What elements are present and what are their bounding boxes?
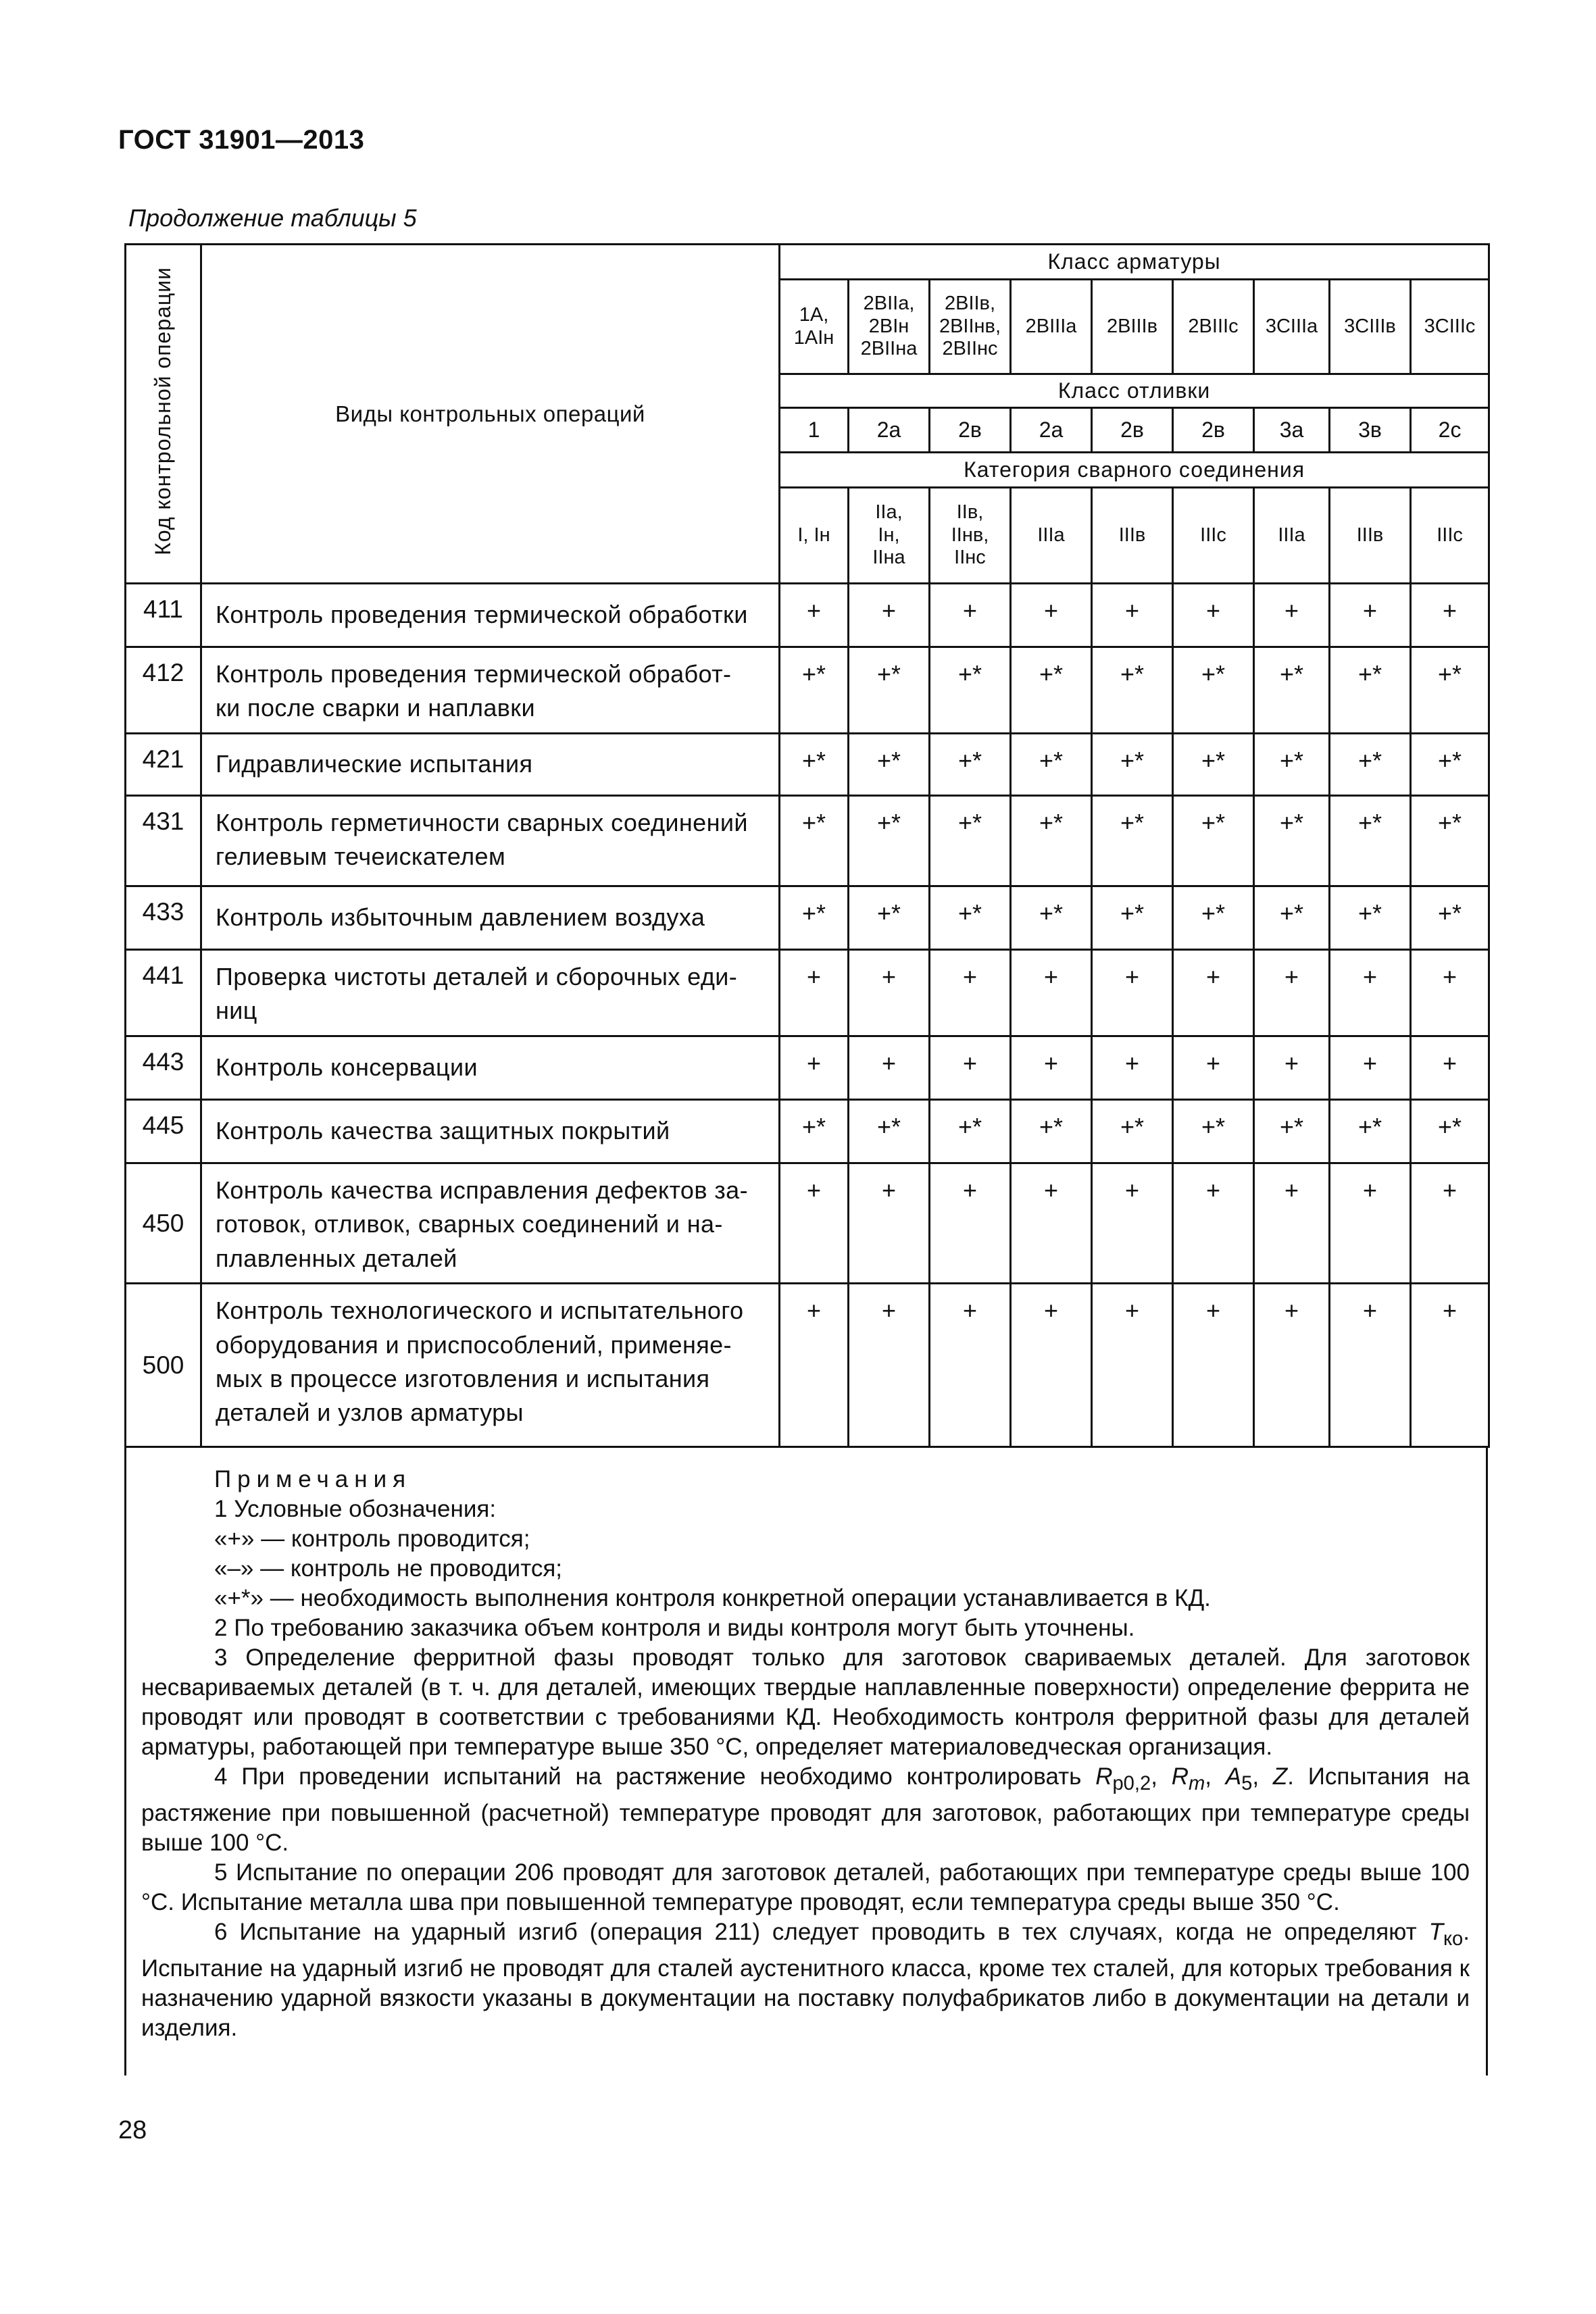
control-mark: + [780, 1284, 849, 1447]
control-mark: +* [849, 1100, 930, 1163]
weld-category-cell [780, 488, 849, 584]
control-mark: +* [780, 886, 849, 950]
control-mark: + [780, 584, 849, 647]
class-armatura-line: 2ВIIа, [863, 293, 915, 315]
table-row [126, 1100, 1489, 1163]
control-mark: + [930, 1036, 1011, 1100]
control-mark: +* [1011, 1100, 1092, 1163]
weld-category-cell [1011, 488, 1092, 584]
class-armatura-cell [1411, 280, 1489, 374]
weld-category-label: Категория сварного соединения [780, 453, 1489, 488]
control-mark: + [930, 950, 1011, 1036]
control-mark: + [1173, 1163, 1254, 1284]
note-4-rp: R [1095, 1763, 1113, 1790]
operation-name-line: Контроль качества исправления дефектов за- [216, 1176, 748, 1204]
operation-name-line: Контроль проведения термической обработ- [216, 660, 732, 688]
control-mark: + [1254, 1036, 1330, 1100]
control-mark: + [1330, 584, 1411, 647]
class-casting-cell: 2с [1411, 408, 1489, 453]
note-3: 3 Определение ферритной фазы проводят только для заготовок свариваемых деталей. Для заготовок несвариваемых деталей (в т. ч. для деталей, имеющих твердые наплавленные поверхности) определение феррита не проводят или проводят в соответствии с требованиями КД. Необходимость контроля ферритной фазы для деталей арматуры, работающей при температуре выше 350 °С, определяет материаловедческая организация. [141, 1644, 1470, 1760]
operation-name-line: деталей и узлов арматуры [216, 1399, 524, 1427]
class-armatura-line: 2ВIIнс [942, 338, 998, 360]
control-mark: + [780, 1036, 849, 1100]
control-operations-table [124, 243, 1490, 1448]
weld-category-line: IIIв [1356, 524, 1384, 546]
note-4: 4 При проведении испытаний на растяжение необходимо контролировать $R_{p0,2}$, $R_m$, $A_5$, Z. Испытания на растяжение при повышенной (расчетной) температуре проводят для заготовок, работающих при температуре среды выше 100 °С. [141, 1763, 1470, 1856]
weld-category-line: IIв, [956, 501, 984, 524]
table-row [126, 647, 1489, 734]
control-mark: +* [780, 734, 849, 796]
control-mark: +* [1411, 886, 1489, 950]
weld-category-line: IIIс [1200, 524, 1226, 546]
note-4-text-a: 4 При проведении испытаний на растяжение необходимо контролировать [214, 1763, 1096, 1790]
code-column-header [126, 245, 201, 584]
class-armatura-cell [1173, 280, 1254, 374]
table-header [126, 245, 1489, 584]
control-mark: + [1254, 584, 1330, 647]
table-row [126, 796, 1489, 886]
control-mark: +* [930, 886, 1011, 950]
control-mark: + [849, 1163, 930, 1284]
control-mark: +* [849, 886, 930, 950]
class-armatura-line: 3СIIIа [1265, 315, 1318, 337]
note-4-rm: $R_m$ [1171, 1763, 1205, 1794]
table-row [126, 1036, 1489, 1100]
table-body [126, 584, 1489, 1447]
note-1-title: 1 Условные обозначения: [214, 1496, 497, 1522]
class-casting-cell: 2в [1173, 408, 1254, 453]
table-row [126, 1284, 1489, 1447]
operation-name [201, 1284, 780, 1447]
control-mark: + [1330, 1163, 1411, 1284]
operation-name-line: плавленных деталей [216, 1244, 457, 1272]
control-mark: +* [1173, 886, 1254, 950]
operation-code: 433 [126, 886, 201, 950]
control-mark: +* [1254, 886, 1330, 950]
control-mark: +* [1011, 886, 1092, 950]
control-mark: +* [780, 796, 849, 886]
control-mark: +* [1092, 886, 1173, 950]
control-mark: + [1092, 1163, 1173, 1284]
control-mark: +* [1011, 647, 1092, 734]
operation-name-line: Контроль качества защитных покрытий [216, 1117, 670, 1145]
class-casting-cell: 2в [930, 408, 1011, 453]
class-casting-cell: 3а [1254, 408, 1330, 453]
control-mark: +* [1330, 1100, 1411, 1163]
weld-category-line: IIнс [954, 547, 986, 569]
control-mark: +* [849, 796, 930, 886]
operation-code: 431 [126, 796, 201, 886]
note-4-rp-sub: p0,2 [1112, 1773, 1151, 1794]
control-mark: +* [1173, 796, 1254, 886]
weld-category-cell [1254, 488, 1330, 584]
control-mark: +* [1254, 796, 1330, 886]
control-mark: + [1330, 1284, 1411, 1447]
operation-code: 411 [126, 584, 201, 647]
notes-heading: Примечания [214, 1466, 412, 1492]
weld-category-cell [1330, 488, 1411, 584]
class-casting-cell: 2а [849, 408, 930, 453]
control-mark: +* [1330, 886, 1411, 950]
class-armatura-line: 1АIн [793, 326, 834, 349]
control-mark: +* [930, 796, 1011, 886]
control-mark: + [1330, 1036, 1411, 1100]
class-armatura-line: 2ВIIIа [1025, 315, 1077, 337]
control-mark: + [1254, 1284, 1330, 1447]
control-mark: + [849, 584, 930, 647]
code-column-label: Код контрольной операции [151, 266, 175, 555]
control-mark: + [1411, 1284, 1489, 1447]
class-armatura-label: Класс арматуры [780, 245, 1489, 280]
operation-name-line: Гидравлические испытания [216, 750, 533, 778]
class-armatura-line: 2ВIIIв [1106, 315, 1158, 337]
control-mark: + [1092, 1284, 1173, 1447]
note-6-text-a: 6 Испытание на ударный изгиб (операция 211) следует проводить в тех случаях, когда не определяют [214, 1919, 1429, 1945]
operation-code: 421 [126, 734, 201, 796]
operation-name-line: гелиевым течеискателем [216, 842, 506, 871]
weld-category-cell [849, 488, 930, 584]
operation-name-line: готовок, отливок, сварных соединений и на- [216, 1210, 723, 1238]
control-mark: +* [1330, 734, 1411, 796]
note-6-text-b: . Испытание на ударный изгиб не проводят для сталей аустенитного класса, кроме тех сталей, для которых требования к назначению ударной вязкости указаны в документации на поставку полуфабрикатов либо в документации на детали и изделия. [141, 1919, 1470, 2041]
control-mark: + [1411, 1163, 1489, 1284]
control-mark: + [930, 1163, 1011, 1284]
operation-name-line: Контроль технологического и испытательного [216, 1297, 744, 1325]
note-1-symbol-plus: «+» — контроль проводится; [214, 1526, 530, 1552]
control-mark: + [1254, 1163, 1330, 1284]
class-casting-label: Класс отливки [780, 374, 1489, 408]
control-mark: + [1173, 584, 1254, 647]
weld-category-line: IIна [872, 547, 905, 569]
control-mark: +* [849, 647, 930, 734]
table-row [126, 1163, 1489, 1284]
weld-category-line: IIIа [1037, 524, 1065, 546]
note-6-t-sub: ко [1443, 1928, 1464, 1950]
control-mark: +* [930, 734, 1011, 796]
class-armatura-cell [1092, 280, 1173, 374]
operation-name [201, 1163, 780, 1284]
weld-category-cell [1092, 488, 1173, 584]
class-armatura-line: 1А, [799, 304, 829, 326]
table-caption: Продолжение таблицы 5 [128, 204, 417, 232]
class-casting-cell: 1 [780, 408, 849, 453]
operation-code: 412 [126, 647, 201, 734]
class-armatura-cell [930, 280, 1011, 374]
control-mark: + [849, 950, 930, 1036]
operation-code: 441 [126, 950, 201, 1036]
note-5: 5 Испытание по операции 206 проводят для заготовок деталей, работающих при температуре среды выше 100 °С. Испытание металла шва при повышенной температуре проводят, если температура среды выше 350 °С. [141, 1859, 1470, 1915]
class-armatura-line: 2ВIн [868, 315, 909, 337]
operation-name-line: мых в процессе изготовления и испытания [216, 1364, 710, 1392]
notes-block [141, 1465, 1470, 2043]
control-mark: +* [1411, 1100, 1489, 1163]
control-mark: +* [1011, 734, 1092, 796]
operation-name-line: Проверка чистоты деталей и сборочных еди- [216, 963, 738, 990]
weld-category-line: I, Iн [797, 524, 830, 546]
operation-name-line: Контроль проведения термической обработки [216, 601, 748, 629]
control-mark: +* [1411, 796, 1489, 886]
class-armatura-cell [1254, 280, 1330, 374]
weld-category-line: IIIв [1118, 524, 1146, 546]
note-4-text-b: . Испытания на растяжение при повышенной (расчетной) температуре проводят для заготовок, работающих при температуре среды выше 100 °С. [141, 1763, 1470, 1856]
note-4-z: Z [1272, 1763, 1288, 1790]
control-mark: +* [849, 734, 930, 796]
control-mark: +* [1092, 734, 1173, 796]
weld-category-line: IIIа [1278, 524, 1305, 546]
control-mark: +* [1092, 1100, 1173, 1163]
control-mark: + [1411, 584, 1489, 647]
operation-name [201, 734, 780, 796]
operation-name-line: Контроль избыточным давлением воздуха [216, 903, 705, 932]
class-armatura-line: 2ВIIна [860, 338, 918, 360]
note-6 [141, 1917, 1470, 2043]
operation-code: 500 [126, 1284, 201, 1447]
weld-category-cell [930, 488, 1011, 584]
note-2: 2 По требованию заказчика объем контроля и виды контроля могут быть уточнены. [214, 1615, 1135, 1641]
operation-code: 445 [126, 1100, 201, 1163]
control-mark: + [1011, 1036, 1092, 1100]
control-mark: + [1411, 1036, 1489, 1100]
operation-name [201, 647, 780, 734]
control-mark: +* [1254, 734, 1330, 796]
control-mark: + [1173, 950, 1254, 1036]
control-mark: +* [1411, 647, 1489, 734]
table-row [126, 950, 1489, 1036]
control-mark: + [930, 1284, 1011, 1447]
class-casting-cell: 3в [1330, 408, 1411, 453]
table-row [126, 584, 1489, 647]
class-armatura-cell [1011, 280, 1092, 374]
control-mark: + [930, 584, 1011, 647]
control-mark: +* [1411, 734, 1489, 796]
control-mark: +* [1330, 647, 1411, 734]
note-4-a5-sub: 5 [1241, 1773, 1253, 1794]
operation-name [201, 950, 780, 1036]
control-mark: + [780, 1163, 849, 1284]
note-4-a5: A [1225, 1763, 1242, 1790]
class-armatura-cell [1330, 280, 1411, 374]
operation-name-line: оборудования и приспособлений, применяе- [216, 1330, 732, 1359]
control-mark: + [1173, 1284, 1254, 1447]
class-armatura-line: 2ВIIв, [944, 293, 996, 315]
control-mark: + [1011, 1163, 1092, 1284]
control-mark: + [849, 1036, 930, 1100]
operation-name-line: ниц [216, 997, 257, 1025]
class-casting-cell: 2в [1092, 408, 1173, 453]
operation-code: 450 [126, 1163, 201, 1284]
control-mark: + [1173, 1036, 1254, 1100]
operation-name [201, 796, 780, 886]
control-mark: + [849, 1284, 930, 1447]
weld-category-cell [1411, 488, 1489, 584]
control-mark: + [1254, 950, 1330, 1036]
note-1-symbol-minus: «–» — контроль не проводится; [214, 1555, 563, 1582]
control-mark: + [1011, 1284, 1092, 1447]
operation-name-line: Контроль консервации [216, 1053, 478, 1082]
control-mark: +* [1092, 647, 1173, 734]
weld-category-line: Iн, [878, 524, 900, 546]
document-header: ГОСТ 31901—2013 [118, 125, 365, 155]
control-mark: + [1330, 950, 1411, 1036]
note-6-t: T [1428, 1919, 1443, 1945]
control-mark: +* [1173, 1100, 1254, 1163]
class-casting-cell: 2а [1011, 408, 1092, 453]
control-mark: + [1011, 584, 1092, 647]
weld-category-cell [1173, 488, 1254, 584]
weld-category-line: IIIс [1437, 524, 1463, 546]
control-mark: +* [1092, 796, 1173, 886]
control-mark: +* [780, 647, 849, 734]
weld-category-line: IIа, [875, 501, 903, 524]
control-mark: +* [780, 1100, 849, 1163]
operation-name [201, 1036, 780, 1100]
control-mark: + [1092, 584, 1173, 647]
types-column-header: Виды контрольных операций [201, 245, 780, 584]
class-armatura-line: 3СIIIв [1344, 315, 1396, 337]
operation-name-line: ки после сварки и наплавки [216, 694, 535, 722]
weld-category-line: IIнв, [951, 524, 989, 546]
control-mark: + [1092, 950, 1173, 1036]
class-armatura-line: 2ВIIнв, [939, 315, 1001, 337]
operation-name-line: Контроль герметичности сварных соединений [216, 809, 748, 836]
operation-name [201, 584, 780, 647]
control-mark: + [1411, 950, 1489, 1036]
class-armatura-cell [849, 280, 930, 374]
operation-name [201, 1100, 780, 1163]
control-mark: +* [1011, 796, 1092, 886]
operation-name [201, 886, 780, 950]
page-number: 28 [118, 2116, 147, 2144]
control-mark: +* [1254, 1100, 1330, 1163]
control-mark: + [1092, 1036, 1173, 1100]
control-mark: + [780, 950, 849, 1036]
class-armatura-line: 2ВIIIс [1188, 315, 1239, 337]
class-armatura-cell [780, 280, 849, 374]
note-1-symbol-plus-star: «+*» — необходимость выполнения контроля конкретной операции устанавливается в КД. [214, 1585, 1211, 1611]
control-mark: +* [930, 647, 1011, 734]
table-row [126, 886, 1489, 950]
control-mark: + [1011, 950, 1092, 1036]
class-armatura-line: 3СIIIс [1424, 315, 1476, 337]
operation-code: 443 [126, 1036, 201, 1100]
control-mark: +* [1173, 734, 1254, 796]
control-mark: +* [1254, 647, 1330, 734]
control-mark: +* [1173, 647, 1254, 734]
control-mark: +* [930, 1100, 1011, 1163]
table-row [126, 734, 1489, 796]
control-mark: +* [1330, 796, 1411, 886]
